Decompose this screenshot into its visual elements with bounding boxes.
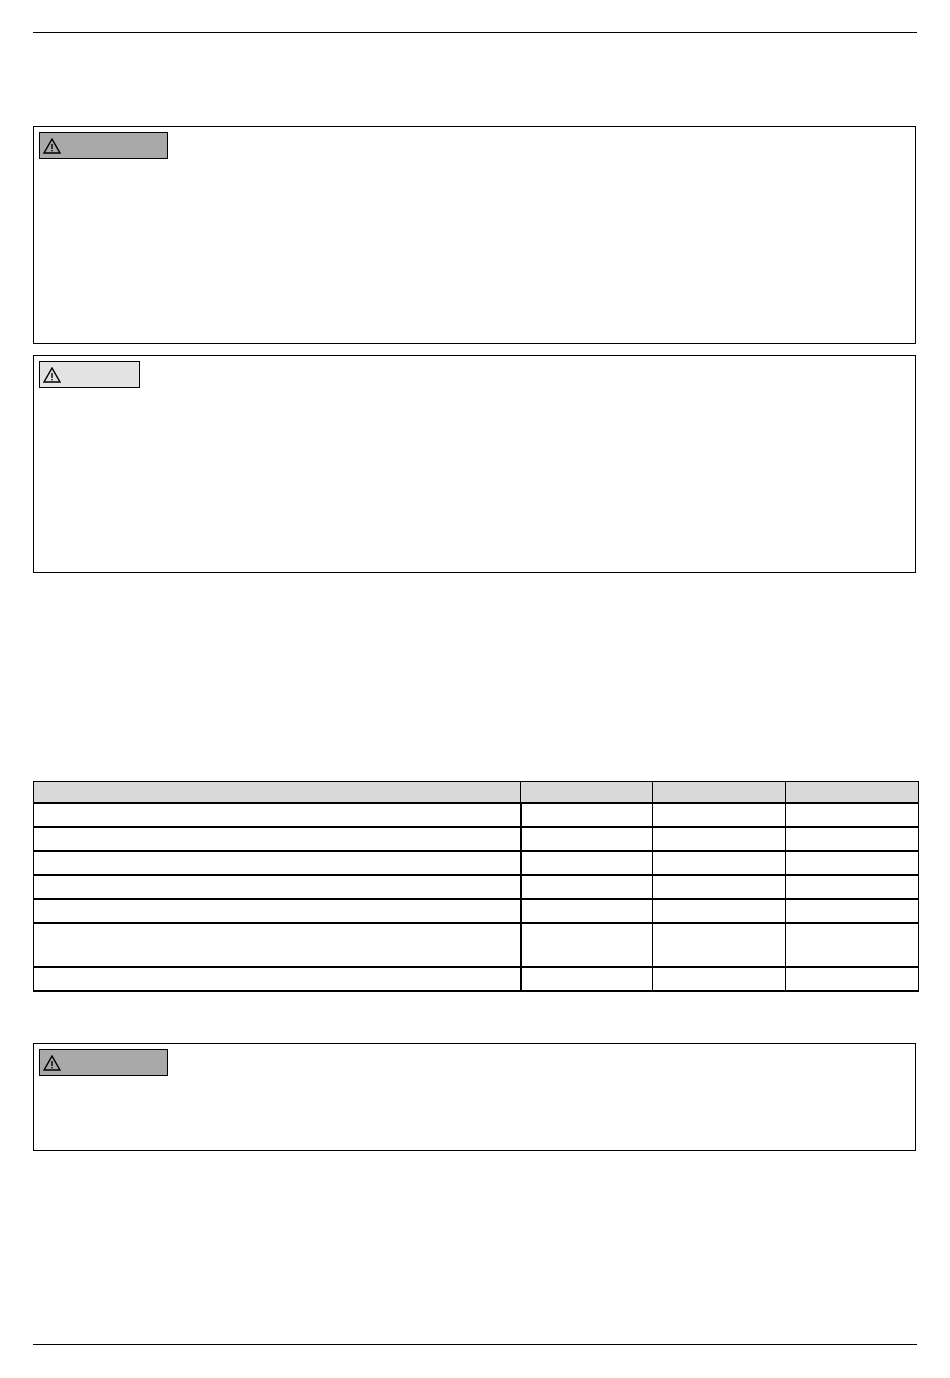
- warning-label-3: [39, 1049, 168, 1076]
- table-cell: [521, 827, 653, 851]
- warning-box-2: [33, 355, 916, 573]
- table-cell: [34, 827, 521, 851]
- warning-triangle-icon: [40, 362, 64, 387]
- table-cell: [786, 827, 919, 851]
- table-header-cell: [653, 782, 786, 804]
- table-row: [34, 803, 919, 827]
- table-cell: [34, 899, 521, 923]
- table-row: [34, 899, 919, 923]
- table-header-cell: [521, 782, 653, 804]
- table-header-row: [34, 782, 919, 804]
- footer-rule: [33, 1344, 917, 1345]
- table-cell: [34, 967, 521, 991]
- table-header-cell: [786, 782, 919, 804]
- table-cell: [653, 875, 786, 899]
- table-cell: [34, 803, 521, 827]
- table-cell: [521, 875, 653, 899]
- warning-triangle-icon: [40, 133, 64, 158]
- table-cell: [34, 923, 521, 967]
- table-cell: [786, 851, 919, 875]
- table-cell: [521, 899, 653, 923]
- table-row: [34, 827, 919, 851]
- table-cell: [786, 803, 919, 827]
- table-cell: [786, 899, 919, 923]
- table-cell: [521, 923, 653, 967]
- table-cell: [653, 827, 786, 851]
- table-cell: [786, 923, 919, 967]
- table-cell: [653, 803, 786, 827]
- warning-triangle-icon: [40, 1050, 64, 1075]
- table-cell: [34, 851, 521, 875]
- table-cell: [786, 875, 919, 899]
- table-row: [34, 875, 919, 899]
- table-cell: [653, 967, 786, 991]
- header-rule: [33, 32, 917, 33]
- warning-label-1: [39, 132, 168, 159]
- table-header-cell: [34, 782, 521, 804]
- table-cell: [653, 923, 786, 967]
- table-cell: [653, 851, 786, 875]
- table-row: [34, 851, 919, 875]
- table-cell: [786, 967, 919, 991]
- table-row: [34, 967, 919, 991]
- spec-table: [33, 781, 919, 992]
- table-cell: [521, 967, 653, 991]
- warning-label-2: [39, 361, 140, 388]
- table-cell: [34, 875, 521, 899]
- warning-box-1: [33, 126, 916, 344]
- table-cell: [521, 851, 653, 875]
- table-cell: [521, 803, 653, 827]
- table-row: [34, 923, 919, 967]
- warning-box-3: [33, 1043, 916, 1151]
- table-cell: [653, 899, 786, 923]
